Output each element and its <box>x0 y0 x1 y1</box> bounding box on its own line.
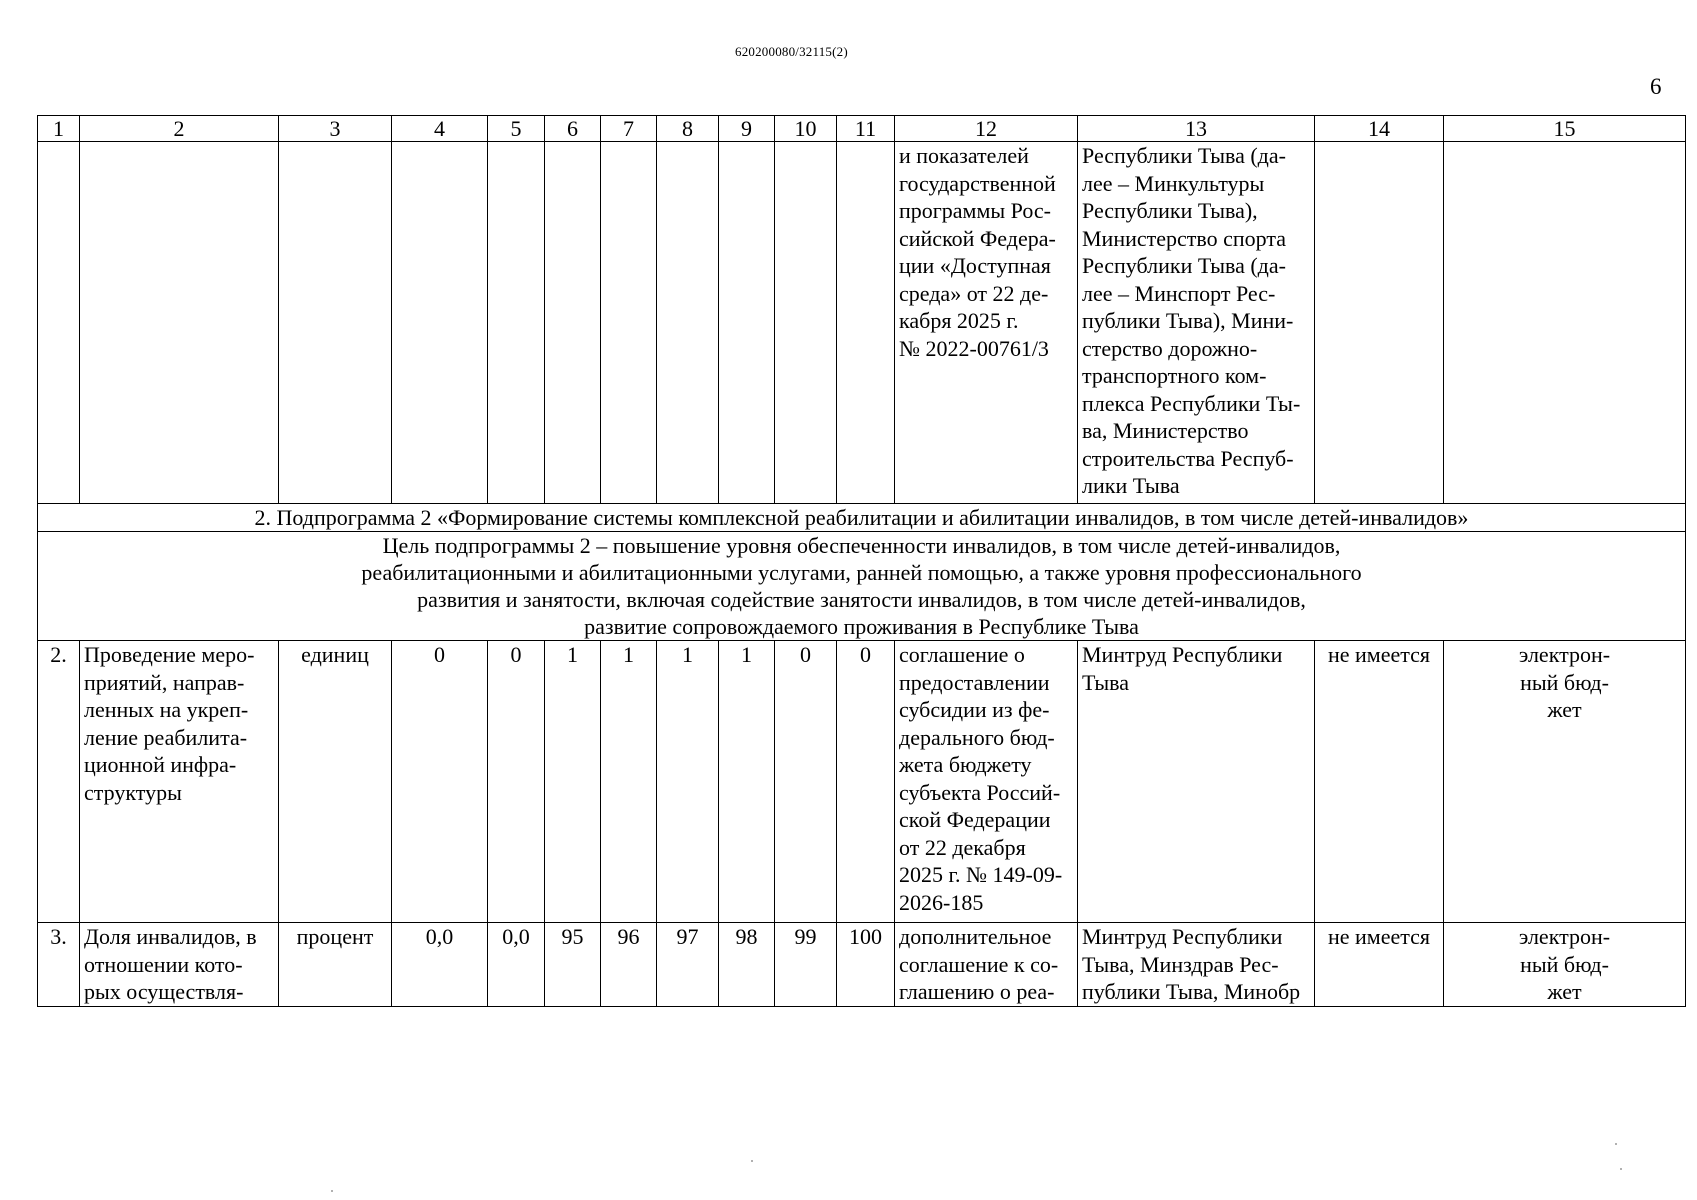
value-cell: 100 <box>837 923 895 1007</box>
table-row <box>38 923 1686 1007</box>
subprogram-title: 2. Подпрограмма 2 «Формирование системы комплексной реабилитации и абилитации инвалидов, в том числе детей-инвалидов» <box>38 504 1686 532</box>
column-header: 6 <box>545 116 601 142</box>
value-cell: 99 <box>775 923 837 1007</box>
row-number: 3. <box>38 923 80 1007</box>
column-header: 10 <box>775 116 837 142</box>
row-number: 2. <box>38 641 80 923</box>
source-cell: электрон- ный бюд- жет <box>1444 641 1686 923</box>
value-cell: 97 <box>657 923 719 1007</box>
column-header: 8 <box>657 116 719 142</box>
goal-row <box>38 532 1686 641</box>
indicators-table <box>37 115 1686 1007</box>
table-row-continued <box>38 142 1686 504</box>
scan-speck <box>331 1190 333 1192</box>
responsible-cell: Республики Тыва (да- лее – Минкультуры Республики Тыва), Министерство спорта Республики Тыва (да- лее – Минспорт Рес- публики Тыва), Мини- стерство дорожно- транспортного ком- плекса Республики Ты- ва, Министерство строительства Респуб- лики Тыва <box>1078 142 1315 504</box>
column-header: 9 <box>719 116 775 142</box>
scan-speck <box>1620 1168 1622 1170</box>
indicator-name: Проведение меро- приятий, направ- ленных на укреп- ление реабилита- ционной инфра- структуры <box>80 641 279 923</box>
value-cell: 1 <box>657 641 719 923</box>
value-cell: 96 <box>601 923 657 1007</box>
document-id: 620200080/32115(2) <box>735 44 848 59</box>
value-cell: 1 <box>601 641 657 923</box>
column-14-cell: не имеется <box>1315 641 1444 923</box>
value-cell: 0,0 <box>488 923 545 1007</box>
scan-speck <box>751 1160 753 1162</box>
page-number: 6 <box>1650 74 1662 99</box>
value-cell: 0,0 <box>392 923 488 1007</box>
value-cell: 98 <box>719 923 775 1007</box>
value-cell: 0 <box>837 641 895 923</box>
document-cell: соглашение о предоставлении субсидии из фе- дерального бюд- жета бюджету субъекта Россий- ской Федерации от 22 декабря 2025 г. № 149-09- 2026-185 <box>895 641 1078 923</box>
column-header: 3 <box>279 116 392 142</box>
value-cell: 1 <box>719 641 775 923</box>
indicator-name: Доля инвалидов, в отношении кото- рых осуществля- <box>80 923 279 1007</box>
value-cell: 0 <box>775 641 837 923</box>
column-header: 2 <box>80 116 279 142</box>
responsible-cell: Минтруд Республики Тыва <box>1078 641 1315 923</box>
unit-cell: процент <box>279 923 392 1007</box>
column-header: 5 <box>488 116 545 142</box>
column-header: 12 <box>895 116 1078 142</box>
table-row <box>38 641 1686 923</box>
responsible-cell: Минтруд Республики Тыва, Минздрав Рес- публики Тыва, Минобр <box>1078 923 1315 1007</box>
subprogram-row <box>38 504 1686 532</box>
column-header: 1 <box>38 116 80 142</box>
document-cell: дополнительное соглашение к со- глашению о реа- <box>895 923 1078 1007</box>
column-header: 14 <box>1315 116 1444 142</box>
unit-cell: единиц <box>279 641 392 923</box>
column-header: 13 <box>1078 116 1315 142</box>
column-header: 15 <box>1444 116 1686 142</box>
column-number-row <box>38 116 1686 142</box>
column-header: 4 <box>392 116 488 142</box>
scan-speck <box>1615 1143 1617 1145</box>
column-14-cell: не имеется <box>1315 923 1444 1007</box>
subprogram-goal: Цель подпрограммы 2 – повышение уровня обеспеченности инвалидов, в том числе детей-инвалидов, реабилитационными и абилитационными услугами, ранней помощью, а также уровня профессионального развития и занятости, включая содействие занятости инвалидов, в том числе детей-инвалидов, развитие сопровождаемого проживания в Республике Тыва <box>38 532 1686 641</box>
source-cell: электрон- ный бюд- жет <box>1444 923 1686 1007</box>
value-cell: 1 <box>545 641 601 923</box>
column-header: 11 <box>837 116 895 142</box>
value-cell: 0 <box>488 641 545 923</box>
value-cell: 95 <box>545 923 601 1007</box>
document-cell: и показателей государственной программы Рос- сийской Федера- ции «Доступная среда» от 22 де- кабря 2025 г. № 2022-00761/3 <box>895 142 1078 504</box>
value-cell: 0 <box>392 641 488 923</box>
column-header: 7 <box>601 116 657 142</box>
